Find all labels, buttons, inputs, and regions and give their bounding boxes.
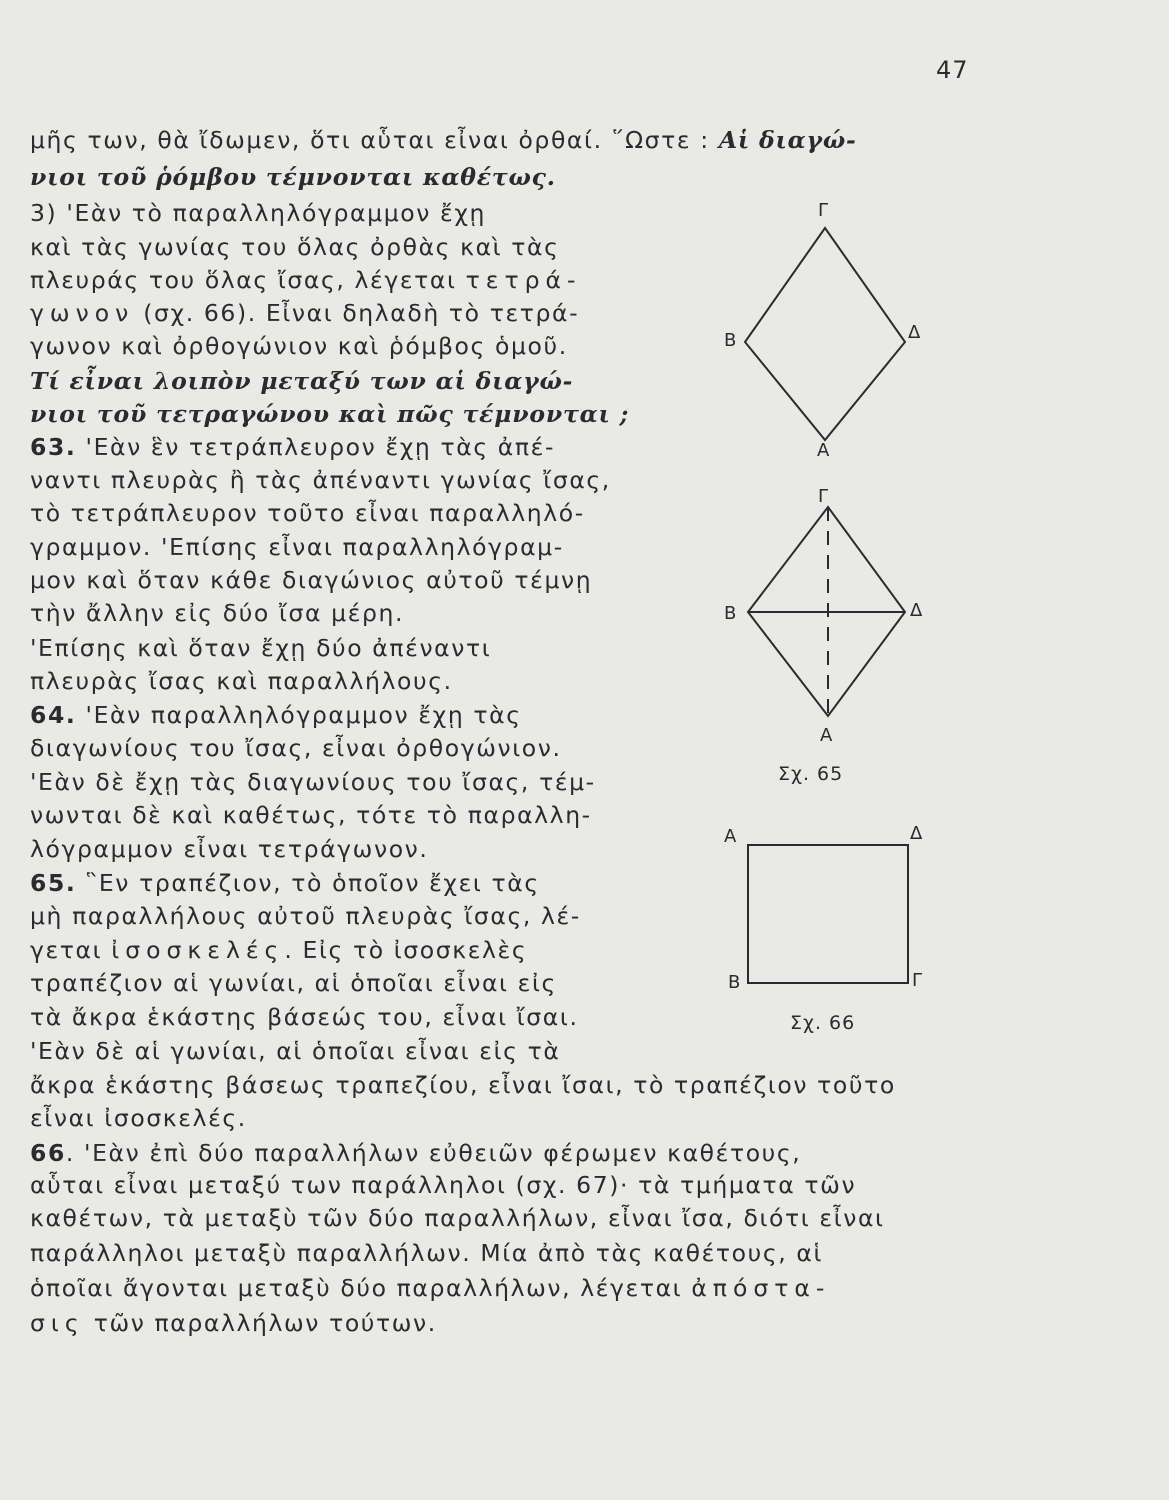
text-line: 66. 'Εὰν ἐπὶ δύο παραλλήλων εὐθειῶν φέρωμεν καθέτους, xyxy=(30,1139,802,1167)
text-line: σις τῶν παραλλήλων τούτων. xyxy=(30,1309,437,1337)
text-line: μὴ παραλλήλους αὐτοῦ πλευρὰς ἴσας, λέ- xyxy=(30,902,581,930)
vertex-label: Γ xyxy=(818,200,829,221)
figure-caption: Σχ. 65 xyxy=(778,763,844,785)
page-number: 47 xyxy=(936,56,969,84)
text-line: ναντι πλευρὰς ἢ τὰς ἀπέναντι γωνίας ἴσας, xyxy=(30,466,611,494)
text-line: μον καὶ ὅταν κάθε διαγώνιος αὐτοῦ τέμνῃ xyxy=(30,566,593,594)
text-line: ὁποῖαι ἄγονται μεταξὺ δύο παραλλήλων, λέγεται ἀπόστα- xyxy=(30,1274,831,1302)
text-line: αὗται εἶναι μεταξύ των παράλληλοι (σχ. 67)· τὰ τμήματα τῶν xyxy=(30,1171,857,1199)
text-line: τὴν ἄλλην εἰς δύο ἴσα μέρη. xyxy=(30,599,405,627)
text-line: ἄκρα ἑκάστης βάσεως τραπεζίου, εἶναι ἴσαι, τὸ τραπέζιον τοῦτο xyxy=(30,1071,896,1099)
vertex-label: Α xyxy=(820,725,833,746)
text-line: πλευρὰς ἴσας καὶ παραλλήλους. xyxy=(30,667,453,695)
text-line: γωνον καὶ ὀρθογώνιον καὶ ῥόμβος ὁμοῦ. xyxy=(30,332,568,360)
square-shape xyxy=(748,845,908,983)
text-line: λόγραμμον εἶναι τετράγωνον. xyxy=(30,835,429,863)
text-line: καὶ τὰς γωνίας του ὅλας ὀρθὰς καὶ τὰς xyxy=(30,233,560,261)
vertex-label: Δ xyxy=(910,823,923,844)
vertex-label: Γ xyxy=(912,970,923,991)
rhombus-shape xyxy=(745,228,905,440)
text-line: 63. 'Εὰν ἓν τετράπλευρον ἔχῃ τὰς ἀπέ- xyxy=(30,433,556,461)
text-line: 'Επίσης καὶ ὅταν ἔχῃ δύο ἀπέναντι xyxy=(30,634,492,662)
text-line: νιοι τοῦ τετραγώνου καὶ πῶς τέμνονται ; xyxy=(30,400,630,428)
text-line: μῆς των, θὰ ἴδωμεν, ὅτι αὗται εἶναι ὀρθαί. ῞Ωστε : Αἱ διαγώ- xyxy=(30,126,857,154)
text-line: γωνον (σχ. 66). Εἶναι δηλαδὴ τὸ τετρά- xyxy=(30,299,580,327)
vertex-label: Δ xyxy=(908,322,921,343)
text-line: τὸ τετράπλευρον τοῦτο εἶναι παραλληλό- xyxy=(30,499,585,527)
text-line: τραπέζιον αἱ γωνίαι, αἱ ὁποῖαι εἶναι εἰς xyxy=(30,969,557,997)
text-line: 'Εὰν δὲ αἱ γωνίαι, αἱ ὁποῖαι εἶναι εἰς τὰ xyxy=(30,1037,561,1065)
text-line: παράλληλοι μεταξὺ παραλλήλων. Μία ἀπὸ τὰς καθέτους, αἱ xyxy=(30,1239,824,1267)
text-line: καθέτων, τὰ μεταξὺ τῶν δύο παραλλήλων, εἶναι ἴσα, διότι εἶναι xyxy=(30,1204,885,1232)
text-line: γεται ἰσοσκελές. Εἰς τὸ ἰσοσκελὲς xyxy=(30,936,528,964)
text-line: νωνται δὲ καὶ καθέτως, τότε τὸ παραλλη- xyxy=(30,801,592,829)
text-line: εἶναι ἰσοσκελές. xyxy=(30,1104,247,1132)
vertex-label: Α xyxy=(817,440,830,461)
text-line: νιοι τοῦ ῥόμβου τέμνονται καθέτως. xyxy=(30,163,556,191)
text-line: 'Εὰν δὲ ἔχῃ τὰς διαγωνίους του ἴσας, τέμ- xyxy=(30,768,596,796)
text-line: διαγωνίους του ἴσας, εἶναι ὀρθογώνιον. xyxy=(30,734,562,762)
vertex-label: Β xyxy=(728,972,741,993)
vertex-label: Γ xyxy=(818,486,829,507)
vertex-label: Β xyxy=(724,603,737,624)
vertex-label: Α xyxy=(724,826,737,847)
text-line: Τί εἶναι λοιπὸν μεταξύ των αἱ διαγώ- xyxy=(30,367,574,395)
text-line: πλευράς του ὅλας ἴσας, λέγεται τετρά- xyxy=(30,266,582,294)
text-line: 64. 'Εὰν παραλληλόγραμμον ἔχῃ τὰς xyxy=(30,701,522,729)
vertex-label: Δ xyxy=(910,600,923,621)
text-line: 65. ῝Εν τραπέζιον, τὸ ὁποῖον ἔχει τὰς xyxy=(30,869,540,897)
vertex-label: Β xyxy=(724,330,737,351)
text-line: 3) 'Εὰν τὸ παραλληλόγραμμον ἔχῃ xyxy=(30,199,486,227)
text-line: γραμμον. 'Επίσης εἶναι παραλληλόγραμ- xyxy=(30,533,564,561)
figure-caption: Σχ. 66 xyxy=(790,1012,856,1034)
text-line: τὰ ἄκρα ἑκάστης βάσεώς του, εἶναι ἴσαι. xyxy=(30,1003,579,1031)
